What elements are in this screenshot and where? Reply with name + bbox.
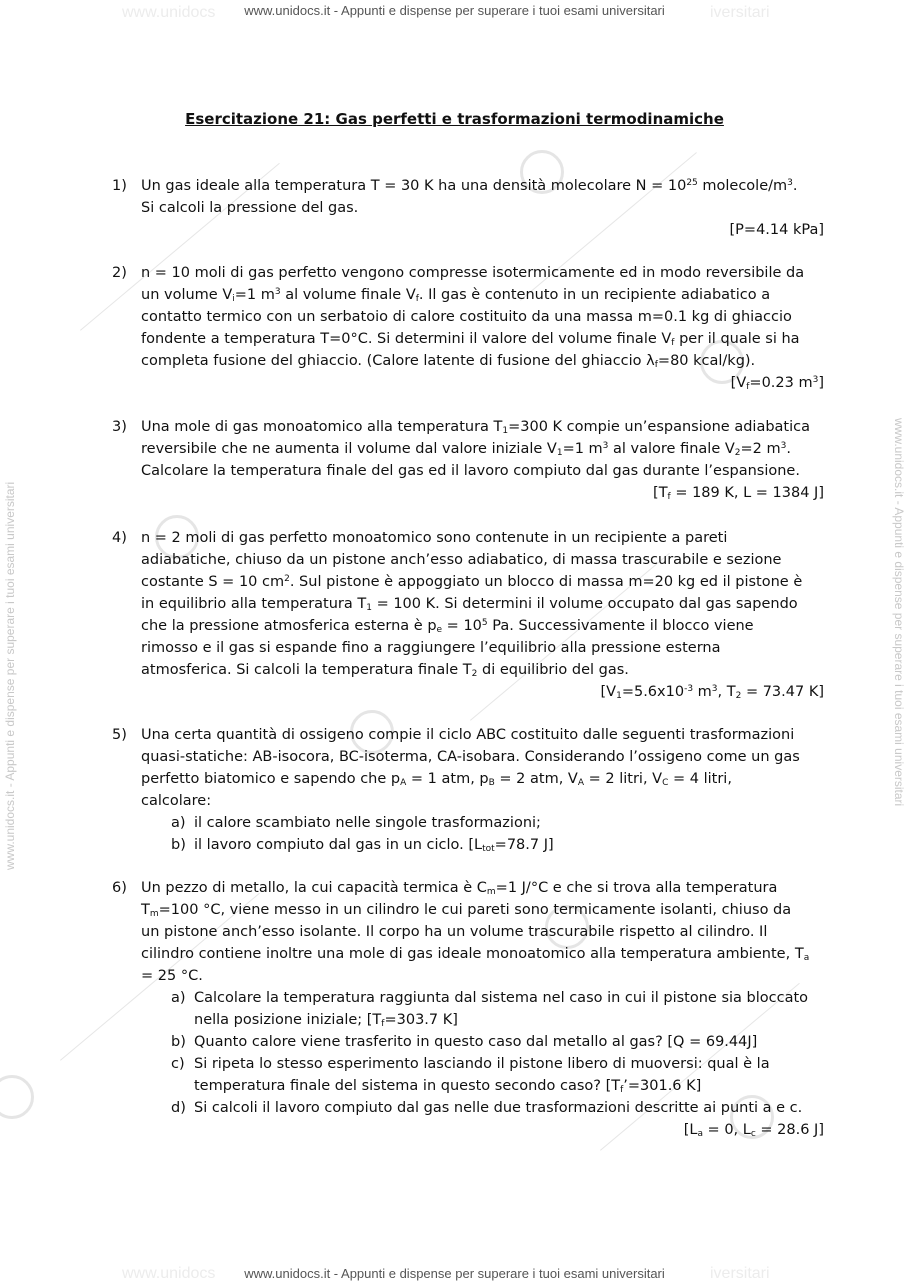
exercise-line: contatto termico con un serbatoio di calore costituito da una massa m=0.1 kg di ghiaccio <box>141 309 792 325</box>
exercise-line: atmosferica. Si calcoli la temperatura finale $T_2$ di equilibrio del gas. <box>141 662 629 679</box>
exercise-line: Si calcoli la pressione del gas. <box>141 200 359 216</box>
exercise-number: 3) <box>112 419 127 435</box>
exercise-number: 5) <box>112 727 127 743</box>
exercise-line: = 25 °C. <box>141 968 203 984</box>
exercise-4 <box>112 527 824 703</box>
exercise-line: n = 2 moli di gas perfetto monoatomico sono contenute in un recipiente a pareti <box>141 530 728 546</box>
exercise-line: completa fusione del ghiaccio. (Calore latente di fusione del ghiaccio $\lambda_f=80$ kcal/kg). <box>141 353 756 370</box>
exercise-line: Una mole di gas monoatomico alla temperatura $T_1=300$ K compie un’espansione adiabatica <box>141 419 810 436</box>
exercise-5 <box>112 724 824 856</box>
watermark-ghost-top-right: iversitari <box>710 4 770 21</box>
exercise-line: in equilibrio alla temperatura $T_1 = 100$ K. Si determini il volume occupato dal gas sapendo <box>141 596 798 613</box>
exercise-line: Un pezzo di metallo, la cui capacità termica è $C_m=1$ J/°C e che si trova alla temperatura <box>141 880 778 897</box>
exercise-number: 4) <box>112 530 127 546</box>
watermark-ghost-top-left: www.unidocs <box>122 4 216 21</box>
exercise-line: $T_m=100$ °C, viene messo in un cilindro le cui pareti sono termicamente isolanti, chiuso da <box>141 902 792 919</box>
exercise-line: un volume $V_i=1$ $m^3$ al volume finale $V_f$. Il gas è contenuto in un recipiente adiabatico a <box>141 287 771 304</box>
exercise-line: che la pressione atmosferica esterna è $p_e = 10^5$ Pa. Successivamente il blocco viene <box>141 618 754 635</box>
exercise-answer: [P=4.14 kPa] <box>729 222 824 238</box>
exercise-number: 6) <box>112 880 127 896</box>
exercise-line: quasi-statiche: AB-isocora, BC-isoterma, CA-isobara. Considerando l’ossigeno come un gas <box>141 749 800 765</box>
exercise-subitem: c) Si ripeta lo stesso esperimento lasciando il pistone libero di muoversi: qual è la temperatura finale del sistema in questo secondo caso? [$T_f’=301.6$ K] <box>171 1056 770 1095</box>
exercise-line: Un gas ideale alla temperatura T = 30 K ha una densità molecolare $N = 10^{25}$ molecole/$m^3$. <box>141 178 798 194</box>
exercise-subitem: d) Si calcoli il lavoro compiuto dal gas nelle due trasformazioni descritte ai punti a e c. <box>171 1100 803 1116</box>
watermark-ghost-bottom-right: iversitari <box>710 1265 770 1282</box>
page-title: Esercitazione 21: Gas perfetti e trasformazioni termodinamiche <box>185 110 724 128</box>
exercise-answer: [$L_a = 0$, $L_c = 28.6$ J] <box>683 1122 824 1139</box>
exercise-number: 2) <box>112 265 127 281</box>
exercise-answer: [$T_f = 189$ K, L = 1384 J] <box>653 485 824 502</box>
exercise-line: calcolare: <box>141 793 212 809</box>
exercise-subitem: a) il calore scambiato nelle singole trasformazioni; <box>171 815 541 831</box>
watermark-bottom: www.unidocs.it - Appunti e dispense per superare i tuoi esami universitari <box>244 1266 665 1281</box>
exercise-6 <box>112 877 824 1141</box>
exercise-3 <box>112 416 824 504</box>
exercise-line: un pistone anch’esso isolante. Il corpo ha un volume trascurabile rispetto al cilindro. Il <box>141 924 768 940</box>
exercise-line: fondente a temperatura T=0°C. Si determini il valore del volume finale $V_f$ per il quale si ha <box>141 331 800 348</box>
exercise-number: 1) <box>112 178 127 194</box>
exercise-line: Una certa quantità di ossigeno compie il ciclo ABC costituito dalle seguenti trasformazioni <box>141 727 795 743</box>
exercise-subitem: a) Calcolare la temperatura raggiunta dal sistema nel caso in cui il pistone sia bloccato nella posizione iniziale; [$T_f=303.7$ K] <box>171 990 809 1029</box>
watermark-side-right: www.unidocs.it - Appunti e dispense per superare i tuoi esami universitari <box>892 418 906 807</box>
exercise-line: n = 10 moli di gas perfetto vengono compresse isotermicamente ed in modo reversibile da <box>141 265 805 281</box>
exercise-line: cilindro contiene inoltre una mole di gas ideale monoatomico alla temperatura ambiente, $T_a$ <box>141 946 810 963</box>
watermark-top: www.unidocs.it - Appunti e dispense per superare i tuoi esami universitari <box>244 3 665 18</box>
exercise-line: reversibile che ne aumenta il volume dal valore iniziale $V_1=1$ $m^3$ al valore finale $V_2=2$ $m^3$. <box>141 441 791 458</box>
exercise-subitem: b) il lavoro compiuto dal gas in un ciclo. [$L_{tot}=78.7$ J] <box>171 837 554 854</box>
watermark-logo-icon <box>0 1075 34 1119</box>
exercise-subitem: b) Quanto calore viene trasferito in questo caso dal metallo al gas? [Q = 69.44J] <box>171 1034 758 1050</box>
exercise-line: costante S = 10 $cm^2$. Sul pistone è appoggiato un blocco di massa m=20 kg ed il pistone è <box>141 574 803 590</box>
exercise-answer: [$V_f=0.23$ $m^3$] <box>730 375 824 392</box>
exercise-answer: [$V_1=5.6x10^{-3}$ $m^3$, $T_2 = 73.47$ K] <box>600 684 824 701</box>
watermark-ghost-bottom-left: www.unidocs <box>122 1265 216 1282</box>
exercise-line: adiabatiche, chiuso da un pistone anch’esso adiabatico, di massa trascurabile e sezione <box>141 552 782 568</box>
exercise-1 <box>112 175 824 241</box>
exercise-2 <box>112 262 824 394</box>
exercise-line: perfetto biatomico e sapendo che $p_A = 1$ atm, $p_B = 2$ atm, $V_A = 2$ litri, $V_C = 4$ litri, <box>141 771 732 788</box>
exercise-line: Calcolare la temperatura finale del gas ed il lavoro compiuto dal gas durante l’espansione. <box>141 463 800 479</box>
exercise-line: rimosso e il gas si espande fino a raggiungere l’equilibrio alla pressione esterna <box>141 640 721 656</box>
watermark-side-left: www.unidocs.it - Appunti e dispense per superare i tuoi esami universitari <box>3 481 17 870</box>
